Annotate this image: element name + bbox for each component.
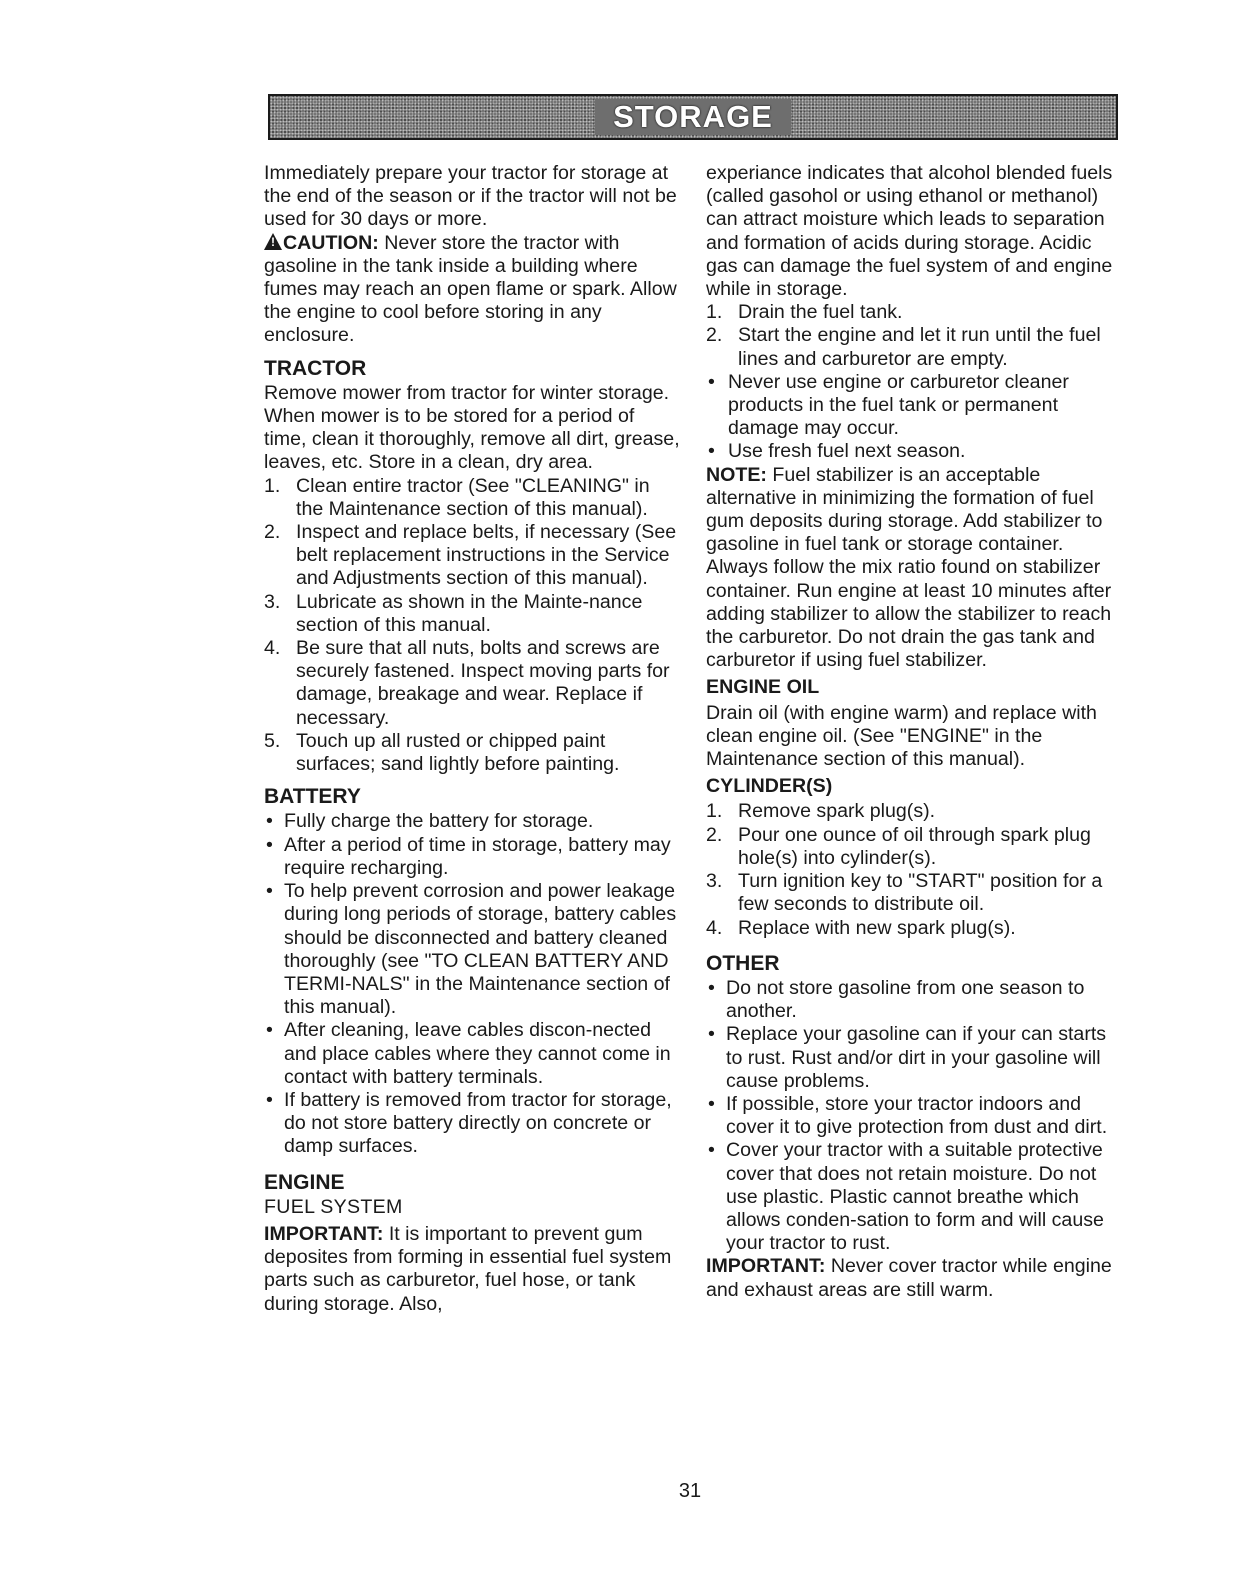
- list-item: • Fully charge the battery for storage.: [266, 810, 594, 833]
- bullet-icon: •: [266, 880, 273, 903]
- bullet-icon: •: [708, 370, 715, 393]
- list-item: 3. Turn ignition key to "START" position for a few seconds to distribute oil.: [706, 870, 1103, 916]
- list-item: • If possible, store your tractor indoors and cover it to give protection from dust and dirt.: [708, 1092, 1108, 1139]
- list-item: 1. Remove spark plug(s).: [706, 800, 936, 823]
- list-item: • To help prevent corrosion and power leakage during long periods of storage, battery cables should be disconnected and battery cleaned thoroughly (see "TO CLEAN BATTERY AND TERMI-NALS" in the Maintenance section of this manual).: [266, 880, 677, 1019]
- engine-oil-paragraph: Drain oil (with engine warm) and replace with clean engine oil. (See "ENGINE" in the Maintenance section of this manual).: [706, 701, 1097, 771]
- tractor-heading: TRACTOR: [264, 356, 367, 380]
- right-column: [706, 162, 1126, 1302]
- list-item: 4. Be sure that all nuts, bolts and screws are securely fastened. Inspect moving parts for damage, breakage and wear. Replace if necessary.: [264, 637, 670, 729]
- list-item: 1. Clean entire tractor (See "CLEANING" in the Maintenance section of this manual).: [264, 474, 650, 520]
- section-banner: [268, 94, 1118, 140]
- bullet-icon: •: [266, 810, 273, 833]
- list-item: • Never use engine or carburetor cleaner products in the fuel tank or permanent damage may occur.: [708, 370, 1069, 440]
- list-item: • After a period of time in storage, battery may require recharging.: [266, 833, 671, 879]
- list-item: • Replace your gasoline can if your can starts to rust. Rust and/or dirt in your gasoline will cause problems.: [708, 1023, 1107, 1092]
- caution-label: CAUTION:: [283, 231, 379, 254]
- important-paragraph: IMPORTANT: Never cover tractor while engine and exhaust areas are still warm.: [706, 1255, 1112, 1301]
- bullet-icon: •: [708, 440, 715, 463]
- engine-oil-heading: ENGINE OIL: [706, 676, 820, 699]
- important-label: IMPORTANT:: [264, 1222, 384, 1245]
- warning-triangle-icon: [264, 233, 282, 250]
- bullet-icon: •: [708, 976, 715, 999]
- bullet-icon: •: [266, 833, 273, 856]
- bullet-icon: •: [708, 1023, 715, 1046]
- fuel-continued-paragraph: experiance indicates that alcohol blended fuels (called gasohol or using ethanol or methanol) can attract moisture which leads to separation and formation of acids during storage. Acidic gas can damage the fuel system of and engine while in storage.: [706, 162, 1113, 301]
- caution-paragraph: [264, 232, 680, 348]
- bullet-icon: •: [266, 1019, 273, 1042]
- important-label: IMPORTANT:: [706, 1255, 826, 1278]
- list-item: 2. Inspect and replace belts, if necessary (See belt replacement instructions in the Service and Adjustments section of this manual).: [264, 521, 677, 590]
- important-paragraph: IMPORTANT: It is important to prevent gum deposites from forming in essential fuel system parts such as carburetor, fuel hose, or tank during storage. Also,: [264, 1222, 672, 1315]
- list-item: 2. Start the engine and let it run until the fuel lines and carburetor are empty.: [706, 324, 1101, 370]
- note-label: NOTE:: [706, 463, 767, 486]
- bullet-icon: •: [266, 1088, 273, 1111]
- other-heading: OTHER: [706, 951, 780, 975]
- list-item: 5. Touch up all rusted or chipped paint surfaces; sand lightly before painting.: [264, 729, 620, 776]
- list-item: • Use fresh fuel next season.: [708, 440, 966, 463]
- battery-heading: BATTERY: [264, 785, 361, 809]
- page-number: 31: [678, 1480, 702, 1502]
- intro-paragraph: Immediately prepare your tractor for storage at the end of the season or if the tractor will not be used for 30 days or more.: [264, 162, 677, 231]
- engine-heading: ENGINE: [264, 1170, 345, 1194]
- list-item: 2. Pour one ounce of oil through spark plug hole(s) into cylinder(s).: [706, 823, 1091, 869]
- list-item: • Do not store gasoline from one season to another.: [708, 976, 1085, 1023]
- list-item: • If battery is removed from tractor for storage, do not store battery directly on concrete or damp surfaces.: [266, 1088, 672, 1158]
- list-item: • After cleaning, leave cables discon-nected and place cables where they cannot come in contact with battery terminals.: [266, 1019, 671, 1088]
- list-item: • Cover your tractor with a suitable protective cover that does not retain moisture. Do not use plastic. Plastic cannot breathe which allows conden-sation to form and will cause your tractor to rust.: [708, 1139, 1104, 1255]
- tractor-paragraph: Remove mower from tractor for winter storage. When mower is to be stored for a period of time, clean it thoroughly, remove all dirt, grease, leaves, etc. Store in a clean, dry area.: [264, 381, 680, 474]
- caution-text: Never store the tractor with gasoline in the tank inside a building where fumes may reach an open flame or spark. Allow the engine to cool before storing in any enclosure.: [264, 231, 677, 347]
- bullet-icon: •: [708, 1092, 715, 1115]
- list-item: 1. Drain the fuel tank.: [706, 301, 903, 324]
- fuel-system-heading: FUEL SYSTEM: [264, 1195, 403, 1218]
- list-item: 3. Lubricate as shown in the Mainte-nance section of this manual.: [264, 590, 643, 636]
- bullet-icon: •: [708, 1139, 715, 1162]
- cylinders-heading: CYLINDER(S): [706, 775, 833, 798]
- note-paragraph: NOTE: Fuel stabilizer is an acceptable alternative in minimizing the formation of fuel gum deposits during storage. Add stabilizer to gasoline in fuel tank or storage container. Always follow the mix ratio found on stabilizer container. Run engine at least 10 minutes after adding stabilizer to allow the stabilizer to reach the carburetor. Do not drain the gas tank and carburetor if using fuel stabilizer.: [706, 463, 1112, 672]
- left-column: [264, 162, 680, 1316]
- page-title: STORAGE: [595, 99, 791, 135]
- list-item: 4. Replace with new spark plug(s).: [706, 916, 1016, 939]
